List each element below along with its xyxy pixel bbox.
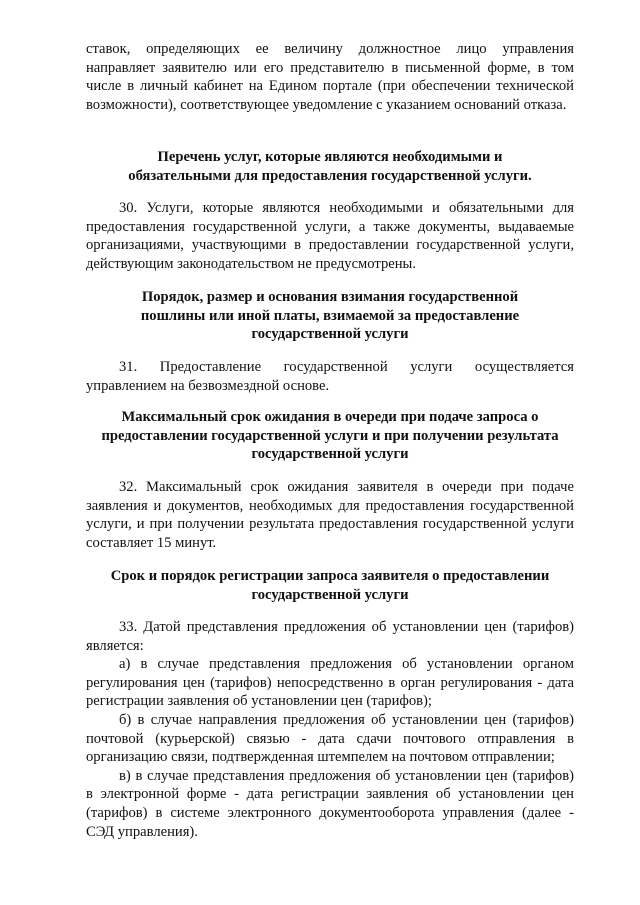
paragraph-32 — [86, 478, 574, 552]
paragraph-text: ставок, определяющих ее величину должностное лицо управления направляет заявителю или его представителю в письменной форме, в том числе в личный кабинет на Едином портале (при обеспечении технической возможности), соответствующее уведомление с указанием оснований отказа. — [86, 41, 574, 113]
heading-queue-time: Максимальный срок ожидания в очереди при подаче запроса о предоставлении государственной услуги и при получении результата государственной услуги — [101, 409, 559, 463]
paragraph-text: 30. Услуги, которые являются необходимыми и обязательными для предоставления государственной услуги, а также документы, выдаваемые организациями, участвующими в предоставлении государственной услуги, действующим законодательством не предусмотрены. — [86, 200, 574, 272]
paragraph-33-item-a: а) в случае представления предложения об установлении органом регулирования цен (тарифов) непосредственно в орган регулирования - дата регистрации заявления об установлении цен (тарифов); — [86, 656, 574, 710]
heading-registration: Срок и порядок регистрации запроса заявителя о предоставлении государственной услуги — [110, 568, 550, 603]
paragraph-33-item-c: в) в случае представления предложения об установлении цен (тарифов) в электронной форме - дата регистрации заявления об установлении цен (тарифов) в системе электронного документооборота управления (далее - СЭД управления). — [86, 767, 574, 840]
paragraph-text: 31. Предоставление государственной услуги осуществляется управлением на безвозмездной основе. — [86, 359, 574, 394]
heading-state-fee: Порядок, размер и основания взимания государственной пошлины или иной платы, взимаемой за предоставление государственной услуги — [140, 289, 520, 343]
paragraph-31 — [86, 358, 574, 395]
paragraph-continuation — [86, 40, 574, 114]
paragraph-text: 33. Датой представления предложения об установлении цен (тарифов) является: — [86, 619, 574, 654]
paragraph-33-item-b: б) в случае направления предложения об установлении цен (тарифов) почтовой (курьерской) связью - дата сдачи почтового отправления в организацию связи, подтвержденная штемпелем на почтовом отправлении; — [86, 711, 574, 766]
paragraph-text: 32. Максимальный срок ожидания заявителя в очереди при подаче заявления и документов, необходимых для предоставления государственной услуги, и при получении результата предоставления государственной услуги составляет 15 минут. — [86, 479, 574, 551]
paragraph-30 — [86, 199, 574, 273]
paragraph-33 — [86, 618, 574, 841]
heading-required-services: Перечень услуг, которые являются необходимыми и обязательными для предоставления государственной услуги. — [128, 149, 532, 184]
